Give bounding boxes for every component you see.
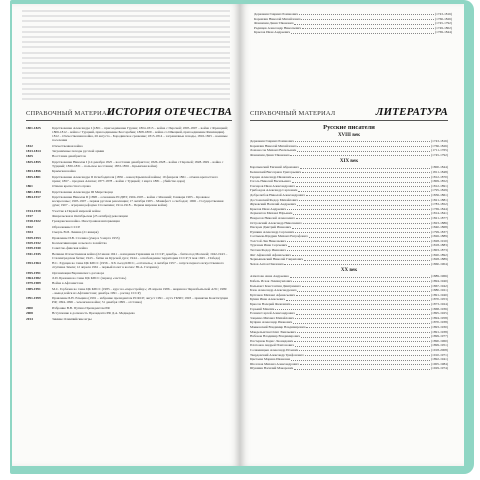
writer-name: Достоевский Федор Михайлович (250, 197, 298, 202)
writer-name: Маяковский Владимир Владимирович (250, 324, 306, 329)
entry-year: 1985-1991 (26, 286, 41, 291)
leader-dots (294, 341, 430, 342)
entry-text: Царствование Николая I (14 декабря 1825 – восстание декабристов; 1826-1828 – война с Персией; 1828-1829 – война с Турцией; 1830-1831 – польское восстание; 1853-1856 – Крымская война) (52, 159, 224, 168)
entry-year: 1855-1881 (26, 174, 41, 179)
leader-dots (286, 300, 430, 301)
entry-year: 1929-1932 (26, 240, 41, 245)
entry-year: 1825-1855 (26, 159, 41, 164)
writer-name: Радищев Александр Николаевич (254, 25, 302, 30)
writer-dates: (1745-1792) (435, 21, 452, 26)
writer-name: Тургенев Иван Сергеевич (250, 243, 288, 248)
writer-dates: (1870-1953) (431, 297, 448, 302)
leader-dots (302, 28, 434, 29)
writer-dates: (1820-1892) (431, 252, 448, 257)
history-entry (26, 184, 228, 188)
leader-dots (294, 24, 434, 25)
reference-label: СПРАВОЧНЫЙ МАТЕРИАЛ (26, 110, 112, 117)
leader-dots (301, 337, 430, 338)
history-entry (26, 261, 228, 269)
writer-dates: (1783-1852) (431, 202, 448, 207)
writer-dates: (1893-1930) (431, 324, 448, 329)
writer-name: Чехов Антон Павлович (250, 261, 284, 266)
writer-dates: (1766-1826) (431, 143, 448, 148)
leader-dots (303, 223, 430, 224)
leader-dots (291, 304, 430, 305)
entry-year: 1924 (26, 230, 33, 235)
entry-text: Л.И. Брежнев во главе ЦК КПСС (период «застоя») (52, 276, 127, 281)
entry-year: 1801-1825 (26, 126, 41, 130)
entry-text: Избрание В.В. Путина Президентом РФ (52, 305, 110, 310)
history-entry (26, 311, 228, 315)
writers-sections (250, 133, 448, 371)
entry-year: 1939-1940 (26, 246, 41, 251)
entry-text: Организация Варшавского договора (52, 270, 105, 275)
writer-name: Герцен Александр Иванович (250, 174, 292, 179)
left-page-header (26, 106, 232, 121)
history-entry (26, 225, 228, 229)
century-heading: XIX век (339, 159, 359, 165)
writer-dates: (1818-1883) (431, 243, 448, 248)
writer-name: Куприн Александр Иванович (250, 320, 293, 325)
writer-name: Ахматова Анна Андреевна (250, 274, 289, 279)
entry-year: 1991-1999 (26, 296, 41, 301)
writer-dates: (1910-1971) (431, 352, 448, 357)
history-entry (26, 296, 228, 304)
leader-dots (298, 191, 430, 192)
entry-year: 2008 (26, 311, 33, 316)
writer-name: Писарев Дмитрий Иванович (250, 225, 292, 230)
history-entry (26, 230, 228, 234)
leader-dots (295, 141, 430, 142)
writer-dates: (1890-1960) (431, 338, 448, 343)
entry-text: Царствование Александра II Освободителя (1856 – конец Крымской войны; 19 февраля 1861 – отмена крепостного права; 1867 – продажа Аляски; 1877-1878 – война с Турцией; 1 марта 1881 – убийство царя) (52, 174, 219, 183)
leader-dots (306, 195, 430, 196)
writer-dates: (1894-1940) (431, 279, 448, 284)
leader-dots (297, 291, 430, 292)
writer-row (250, 262, 448, 267)
right-page-header (250, 106, 448, 121)
leader-dots (299, 200, 430, 201)
writer-name: Крылов Иван Андреевич (250, 206, 287, 211)
leader-dots (296, 314, 430, 315)
writer-dates: (1899-1951) (431, 343, 448, 348)
history-entry (26, 281, 228, 285)
writer-dates: (1814-1841) (431, 211, 448, 216)
century-heading: XVIII век (337, 133, 361, 138)
entry-year: 1964-1982 (26, 276, 41, 281)
writer-dates: (1799-1837) (431, 229, 448, 234)
writer-name: Жуковский Василий Андреевич (250, 202, 297, 207)
writer-name: Гоголь Николай Васильевич (250, 179, 291, 184)
leader-dots (299, 14, 434, 15)
writer-dates: (1795-1829) (431, 188, 448, 193)
writer-dates: (1860-1904) (431, 261, 448, 266)
leader-dots (300, 364, 430, 365)
entry-text: Коллективизация сельского хозяйства (52, 240, 107, 245)
history-entry (26, 190, 228, 194)
century-heading: XX век (340, 268, 358, 274)
writer-dates: (1895-1925) (431, 311, 448, 316)
entry-text: Смерть В.И. Ленина (21 января) (52, 230, 99, 235)
writer-row (254, 30, 452, 35)
faint-lines-top (12, 10, 240, 103)
leader-dots (297, 146, 430, 147)
leader-dots (299, 350, 430, 351)
left-page (12, 4, 240, 466)
entry-year: 1955-1991 (26, 270, 41, 275)
writer-dates: (1867-1942) (431, 283, 448, 288)
writer-name: Булгаков Михаил Афанасьевич (250, 292, 295, 297)
leader-dots (304, 260, 430, 261)
entry-year: 2000 (26, 305, 33, 310)
writer-dates: (1840-1868) (431, 225, 448, 230)
history-timeline (26, 126, 228, 322)
leader-dots (293, 214, 430, 215)
writer-dates: (1711-1765) (431, 148, 448, 153)
writer-dates: (1809-1852) (431, 179, 448, 184)
leader-dots (302, 286, 431, 287)
leader-dots (287, 250, 430, 251)
leader-dots (300, 168, 430, 169)
writer-row (250, 366, 448, 371)
leader-dots (297, 332, 430, 333)
leader-dots (291, 33, 434, 34)
entry-text: Советско-финская война (52, 246, 88, 251)
leader-dots (284, 264, 430, 265)
writer-name: Пушкин Александр Сергеевич (250, 229, 295, 234)
leader-dots (296, 186, 430, 187)
writer-name: Лермонтов Михаил Юрьевич (250, 211, 293, 216)
entry-year: 1813-1814 (26, 149, 41, 154)
writer-dates: (1894-1958) (431, 315, 448, 320)
writer-dates: (1743-1816) (431, 139, 448, 143)
writer-dates: (1745-1792) (431, 152, 448, 157)
history-entry (26, 236, 228, 240)
leader-dots (296, 218, 430, 219)
history-entry (26, 149, 228, 153)
writer-name: Бунин Иван Алексеевич (250, 297, 285, 302)
writer-name: Бабель Исаак Эммануилович (250, 279, 293, 284)
writer-dates: (1811-1848) (431, 169, 448, 174)
history-entry (26, 287, 228, 295)
entry-year: 1894-1917 (26, 194, 41, 199)
leader-dots (301, 19, 434, 20)
entry-text: Отечественная война (52, 143, 83, 148)
history-entry (26, 246, 228, 250)
writer-dates: (1873-1924) (431, 302, 448, 306)
leader-dots (292, 228, 430, 229)
writer-dates: (1803-1873) (431, 248, 448, 253)
writer-name: Мандельштам Осип Эмильевич (250, 329, 296, 334)
entry-year: 1929-1953 (26, 235, 41, 240)
history-entry (26, 160, 228, 168)
leader-dots (275, 309, 430, 310)
writer-dates: (1836-1861) (431, 192, 448, 197)
entry-year: 1853-1856 (26, 169, 41, 174)
entry-year: 1812 (26, 143, 33, 148)
writer-name: Фонвизин Денис Иванович (254, 21, 294, 26)
writer-name: Фонвизин Денис Иванович (250, 152, 290, 157)
writer-dates: (1889-1966) (431, 274, 448, 279)
writer-name: Набоков Владимир Владимирович (250, 334, 300, 339)
writer-name: Солженицын Александр Исаевич (250, 347, 299, 352)
leader-dots (306, 327, 430, 328)
entry-year: 1914-1918 (26, 208, 41, 213)
writer-dates: (1800-1844) (431, 165, 448, 170)
history-entry (26, 271, 228, 275)
leader-dots (309, 237, 431, 238)
writer-dates: (1880-1921) (431, 288, 448, 293)
entry-text: Крымская война (52, 169, 76, 174)
entry-year: 1861 (26, 184, 33, 189)
writer-name: Платонов Андрей Платонович (250, 343, 294, 348)
entry-text: Февральская и Октябрьская (25 октября) революции (52, 213, 128, 218)
history-entry (26, 252, 228, 260)
writer-dates: (1812-1870) (431, 174, 448, 179)
entry-text: Заграничные походы русской армии (52, 149, 105, 154)
entry-text: Царствование Александра III Миротворца (52, 189, 113, 194)
leader-dots (295, 318, 430, 319)
history-entry (26, 144, 228, 148)
writer-dates: (1891-1940) (431, 292, 448, 297)
writer-name: Цветаева Марина Ивановна (250, 357, 291, 362)
writer-dates: (1868-1936) (431, 306, 448, 311)
writer-dates: (1769-1844) (431, 206, 448, 211)
leader-dots (291, 360, 430, 361)
entry-year: 2014 (26, 316, 33, 321)
leader-dots (287, 241, 430, 242)
entry-text: Правление И.В. Сталина (умер в 5 марта 1953) (52, 235, 120, 240)
history-entry (26, 126, 228, 142)
entry-text: Гражданская война. Иностранная интервенция (52, 219, 120, 224)
writer-name: Тютчев Федор Иванович (250, 248, 286, 253)
writer-dates: (1821-1881) (431, 197, 448, 202)
entry-year: 1918-1922 (26, 219, 41, 224)
entry-text: Участие в Первой мировой войне (52, 208, 101, 213)
writer-dates: (1743-1816) (435, 12, 452, 16)
writer-name: Карамзин Николай Михайлович (254, 16, 301, 21)
writer-name: Бальмонт Константин Дмитриевич (250, 283, 301, 288)
writer-name: Островский Александр Николаевич (250, 220, 302, 225)
right-page (240, 4, 464, 466)
writer-dates: (1828-1910) (431, 238, 448, 243)
writer-name: Шукшин Василий Макарович (250, 366, 294, 371)
writer-name: Баратынский Евгений Абрамович (250, 165, 299, 170)
writer-name: Блок Александр Александрович (250, 288, 297, 293)
leader-dots (294, 369, 430, 370)
writer-dates: (1769-1844) (435, 30, 452, 35)
history-entry (26, 317, 228, 321)
entry-year: 1825 (26, 154, 33, 159)
writer-dates: (1823-1886) (431, 220, 448, 225)
writer-name: Брюсов Валерий Яковлевич (250, 302, 291, 306)
writer-name: Чернышевский Николай Гаврилович (250, 257, 304, 262)
writer-dates: (1892-1941) (431, 357, 448, 362)
entry-text: Вступление в должность Президента РФ Д.А. Медведева (52, 311, 135, 316)
entry-year: 1979-1989 (26, 281, 41, 286)
entry-text: Н.С. Хрущев во главе ЦК КПСС (1956 – XX съезд КПСС, «оттепель»; 4 октября 1957 – запуск первого искусственного спутника Земли; 12 апреля 1961 – первый полет в космос Ю.А. Гагарина) (52, 261, 225, 270)
writer-name: Шолохов Михаил Александрович (250, 361, 299, 366)
writer-name: Некрасов Николай Алексеевич (250, 215, 295, 220)
leader-dots (297, 151, 430, 152)
leader-dots (293, 281, 430, 282)
leader-dots (297, 205, 430, 206)
writer-name: Твардовский Александр Трифонович (250, 352, 304, 357)
writer-dates: (1905-1984) (431, 361, 448, 366)
leader-dots (292, 182, 430, 183)
writer-name: Горький Максим (250, 306, 275, 311)
writer-dates: (1891-1938) (431, 329, 448, 334)
writer-name: Салтыков-Щедрин Михаил Евграфович (250, 234, 308, 239)
writer-name: Крылов Иван Андреевич (254, 30, 291, 35)
history-entry (26, 195, 228, 207)
entry-text: Царствование Николая II (1898 – основание РСДРП; 1904-1905 – война с Японией; 9 января 1905 – Кровавое воскресенье; 1905-1907 – первая русская революция; 17 октября 1905 – Манифест о свободах; 1906 – Государственная дума; 1907 – аграрная реформа Столыпина; 1914-1918 – Первая мировая война) (52, 194, 224, 208)
writer-name: Пастернак Борис Леонидович (250, 338, 294, 343)
history-entry (26, 169, 228, 173)
history-entry (26, 276, 228, 280)
writer-name: Гончаров Иван Александрович (250, 183, 295, 188)
entry-year: 1941-1945 (26, 251, 41, 256)
writer-name: Зощенко Михаил Михайлович (250, 315, 294, 320)
writer-name: Фет Афанасий Афанасьевич (250, 252, 291, 257)
writer-dates: (1812-1891) (431, 183, 448, 188)
entry-text: Зимние Олимпийские игры (52, 316, 92, 321)
writer-name: Ломоносов Михаил Васильевич (250, 148, 297, 153)
writer-dates: (1821-1877) (431, 215, 448, 220)
leader-dots (295, 346, 430, 347)
leader-dots (295, 232, 430, 233)
writer-dates: (1766-1826) (435, 16, 452, 21)
entry-year: 1953-1964 (26, 261, 41, 266)
entry-text: Великая Отечественная война (22 июня 1941 – нападение Германии на СССР; декабрь – битва под Москвой; 1942-1943 – Сталинградская битва; 1943 – битва на Курской дуге; 1944 – освобождение территории СССР; 9 мая 1945 – Победа) (52, 251, 228, 260)
leader-dots (292, 177, 430, 178)
writer-dates: (1918-2008) (431, 347, 448, 352)
entry-text: Образование СССР (52, 224, 81, 229)
leader-dots (288, 246, 430, 247)
leader-dots (290, 155, 430, 156)
history-entry (26, 175, 228, 183)
leader-dots (305, 355, 430, 356)
history-entry (26, 214, 228, 218)
history-entry (26, 306, 228, 310)
writer-name: Толстой Лев Николаевич (250, 238, 286, 243)
writer-dates: (1828-1889) (431, 257, 448, 262)
writer-row (250, 153, 448, 158)
leader-dots (287, 209, 430, 210)
entry-text: Правление Б.Н. Ельцина (1991 – избрание президентом РСФСР; август 1991 – путч ГКЧП; 1993 – принятие Конституции РФ; 1994-1996 – чеченская война; 31 декабря 1999 – отставка) (52, 296, 228, 305)
page-title: ЛИТЕРАТУРА (375, 106, 448, 118)
page-title: ИСТОРИЯ ОТЕЧЕСТВА (106, 106, 232, 118)
entry-year: 1917 (26, 213, 33, 218)
history-entry (26, 219, 228, 223)
entry-text: Война в Афганистане (52, 281, 84, 286)
leader-dots (292, 255, 430, 256)
entry-text: Царствование Александра I (1801 – присоединение Грузии; 1804-1813 – война с Персией; 1805-1807 – война с Францией; 1806-1812 – война с Турцией, присоединение Бессарабии; 1808-1809 – война со Швецией, присоединение Финляндии). 1812 – Отечественная война, 26 августа – Бородинское сражение; 1813-1814 – заграничные походы, 1816-1825 – военные поселения (52, 126, 228, 143)
history-entry (26, 241, 228, 245)
entry-year: 1881-1894 (26, 189, 41, 194)
writer-dates: (1899-1977) (431, 334, 448, 339)
writer-name: Грибоедов Александр Сергеевич (250, 188, 298, 193)
writer-name: Есенин Сергей Александрович (250, 311, 295, 316)
leader-dots (290, 277, 430, 278)
writer-dates: (1929-1974) (431, 366, 448, 371)
entry-text: Отмена крепостного права (52, 184, 91, 189)
reference-label: СПРАВОЧНЫЙ МАТЕРИАЛ (250, 110, 336, 117)
history-entry (26, 154, 228, 158)
writer-name: Карамзин Николай Михайлович (250, 143, 297, 148)
writer-name: Державин Гавриил Романович (254, 12, 299, 16)
entry-text: Восстание декабристов (52, 154, 86, 159)
leader-dots (296, 295, 430, 296)
entry-text: М.С. Горбачев во главе ЦК КПСС (1985 – курс на «перестройку»; 26 апреля 1986 – авария на Чернобыльской АЭС; 1989 – вывод войск из Афганистана; декабрь 1991 – распад СССР) (52, 286, 227, 295)
writer-name: Добролюбов Николай Александрович (250, 192, 305, 197)
writer-dates: (1826-1889) (431, 234, 448, 239)
writer-name: Державин Гавриил Романович (250, 139, 295, 143)
writer-dates: (1749-1802) (435, 25, 452, 30)
leader-dots (302, 172, 430, 173)
writer-dates: (1870-1938) (431, 320, 448, 325)
entry-year: 1922 (26, 224, 33, 229)
writers-heading: Русские писатели (323, 124, 375, 131)
top-writer-list (254, 12, 452, 35)
history-entry (26, 209, 228, 213)
writers-block (250, 122, 448, 371)
leader-dots (293, 323, 430, 324)
writer-name: Белинский Виссарион Григорьевич (250, 169, 302, 174)
